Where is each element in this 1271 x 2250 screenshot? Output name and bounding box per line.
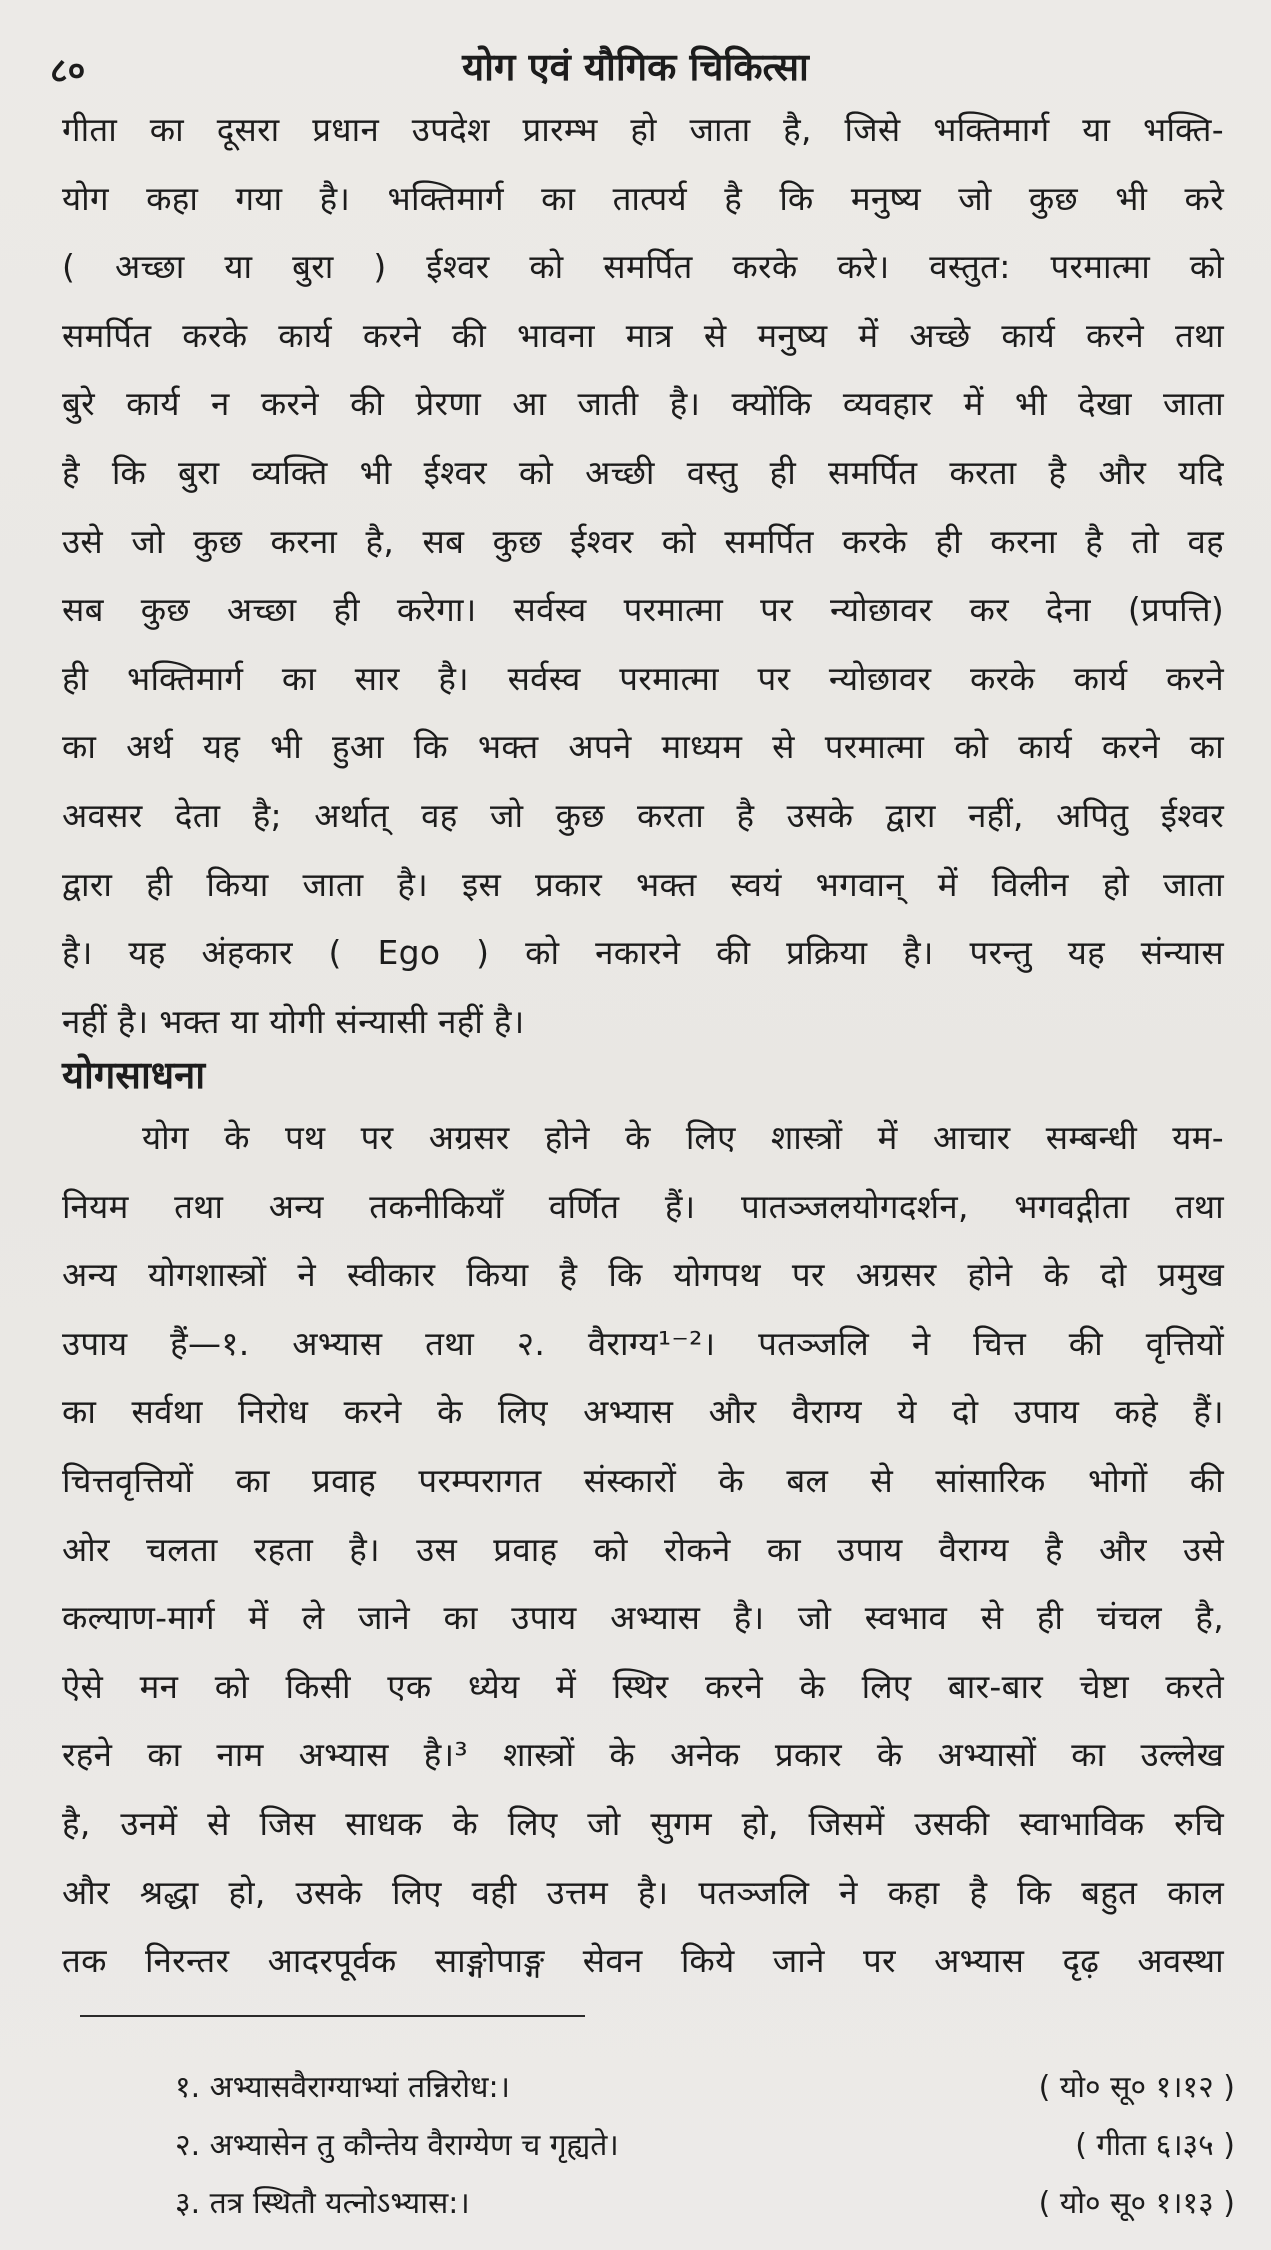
text-line: तक निरन्तर आदरपूर्वक साङ्गोपाङ्ग सेवन किये जाने पर अभ्यास दृढ़ अवस्था xyxy=(62,1941,1224,1981)
text-line: उपाय हैं—१. अभ्यास तथा २. वैराग्य¹⁻²। पतञ्जलि ने चित्त की वृत्तियों xyxy=(62,1323,1224,1363)
footnote-reference: ( गीता ६।३५ ) xyxy=(1075,2128,1235,2163)
text-line: योग के पथ पर अग्रसर होने के लिए शास्त्रों में आचार सम्बन्धी यम- xyxy=(142,1118,1224,1157)
footnote-item xyxy=(175,2065,1235,2115)
page-number: ८० xyxy=(50,51,86,91)
text-line: ( अच्छा या बुरा ) ईश्वर को समर्पित करके करे। वस्तुत: परमात्मा को xyxy=(62,247,1224,287)
footnote-item xyxy=(175,2123,1235,2173)
text-line: का सर्वथा निरोध करने के लिए अभ्यास और वैराग्य ये दो उपाय कहे हैं। xyxy=(62,1392,1224,1432)
text-line: है, उनमें से जिस साधक के लिए जो सुगम हो, जिसमें उसकी स्वाभाविक रुचि xyxy=(62,1803,1224,1843)
page-header xyxy=(0,40,1271,100)
text-line: चित्तवृत्तियों का प्रवाह परम्परागत संस्कारों के बल से सांसारिक भोगों की xyxy=(62,1460,1224,1500)
text-line: द्वारा ही किया जाता है। इस प्रकार भक्त स्वयं भगवान् में विलीन हो जाता xyxy=(62,864,1224,904)
footnote-reference: ( यो० सू० १।१३ ) xyxy=(1038,2186,1235,2221)
footnote-text: ३. तत्र स्थितौ यत्नोऽभ्यास:। xyxy=(175,2186,470,2221)
text-line: नहीं है। भक्त या योगी संन्यासी नहीं है। xyxy=(62,1001,525,1041)
text-line: अवसर देता है; अर्थात् वह जो कुछ करता है उसके द्वारा नहीं, अपितु ईश्वर xyxy=(62,795,1224,835)
text-line: सब कुछ अच्छा ही करेगा। सर्वस्व परमात्मा पर न्योछावर कर देना (प्रपत्ति) xyxy=(62,590,1224,630)
text-line: है कि बुरा व्यक्ति भी ईश्वर को अच्छी वस्तु ही समर्पित करता है और यदि xyxy=(62,452,1224,492)
text-line: उसे जो कुछ करना है, सब कुछ ईश्वर को समर्पित करके ही करना है तो वह xyxy=(62,521,1224,561)
footnote-text: २. अभ्यासेन तु कौन्तेय वैराग्येण च गृह्यते। xyxy=(175,2128,619,2163)
running-title: योग एवं यौगिक चिकित्सा xyxy=(462,45,809,89)
text-line: अन्य योगशास्त्रों ने स्वीकार किया है कि योगपथ पर अग्रसर होने के दो प्रमुख xyxy=(62,1255,1224,1295)
footnote-item xyxy=(175,2181,1235,2231)
text-line: ओर चलता रहता है। उस प्रवाह को रोकने का उपाय वैराग्य है और उसे xyxy=(62,1529,1224,1569)
section-heading: योगसाधना xyxy=(62,1053,206,1097)
text-line: का अर्थ यह भी हुआ कि भक्त अपने माध्यम से परमात्मा को कार्य करने का xyxy=(62,727,1224,767)
text-line: बुरे कार्य न करने की प्रेरणा आ जाती है। क्योंकि व्यवहार में भी देखा जाता xyxy=(62,384,1224,424)
text-line: योग कहा गया है। भक्तिमार्ग का तात्पर्य है कि मनुष्य जो कुछ भी करे xyxy=(62,178,1224,218)
footnote-reference: ( यो० सू० १।१२ ) xyxy=(1038,2070,1235,2105)
text-line: ऐसे मन को किसी एक ध्येय में स्थिर करने के लिए बार-बार चेष्टा करते xyxy=(62,1666,1224,1706)
text-line: नियम तथा अन्य तकनीकियाँ वर्णित हैं। पातञ्जलयोगदर्शन, भगवद्गीता तथा xyxy=(62,1186,1224,1226)
text-line: गीता का दूसरा प्रधान उपदेश प्रारम्भ हो जाता है, जिसे भक्तिमार्ग या भक्ति- xyxy=(62,110,1224,149)
paragraph-bhaktimarga xyxy=(62,96,1224,1056)
text-line: समर्पित करके कार्य करने की भावना मात्र से मनुष्य में अच्छे कार्य करने तथा xyxy=(62,315,1224,355)
text-line: कल्याण-मार्ग में ले जाने का उपाय अभ्यास है। जो स्वभाव से ही चंचल है, xyxy=(62,1598,1224,1638)
text-line: और श्रद्धा हो, उसके लिए वही उत्तम है। पतञ्जलि ने कहा है कि बहुत काल xyxy=(62,1872,1224,1912)
text-line: रहने का नाम अभ्यास है।³ शास्त्रों के अनेक प्रकार के अभ्यासों का उल्लेख xyxy=(62,1735,1224,1775)
footnote-text: १. अभ्यासवैराग्याभ्यां तन्निरोध:। xyxy=(175,2070,510,2105)
paragraph-yogasadhana xyxy=(62,1104,1224,1996)
text-line: है। यह अंहकार ( Ego ) को नकारने की प्रक्रिया है। परन्तु यह संन्यास xyxy=(62,933,1224,973)
text-line: ही भक्तिमार्ग का सार है। सर्वस्व परमात्मा पर न्योछावर करके कार्य करने xyxy=(62,658,1224,698)
footnote-divider xyxy=(80,2015,585,2017)
